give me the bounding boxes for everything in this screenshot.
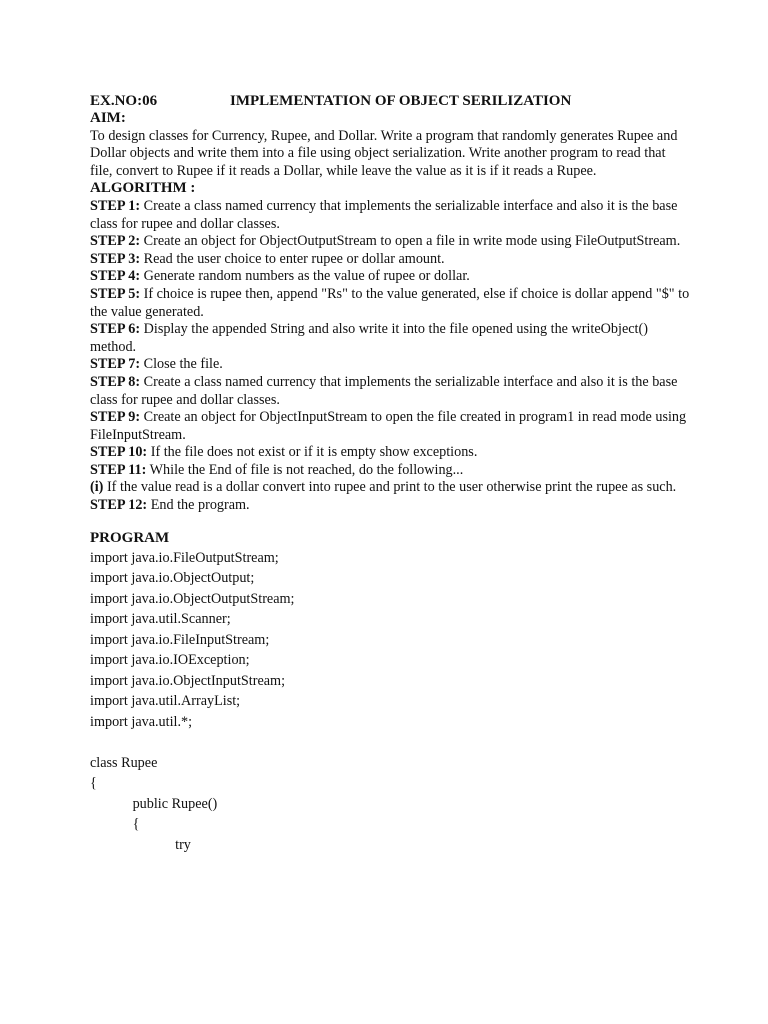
algorithm-step bbox=[90, 444, 690, 462]
step-text: If choice is rupee then, append "Rs" to the value generated, else if choice is dollar append "$" to the value generated. bbox=[90, 285, 690, 320]
step-label: STEP 8: bbox=[90, 373, 141, 390]
algorithm-step bbox=[90, 198, 690, 233]
step-text: Generate random numbers as the value of rupee or dollar. bbox=[140, 268, 470, 285]
step-label: STEP 6: bbox=[90, 321, 141, 338]
document-page bbox=[90, 91, 690, 855]
code-line: class Rupee bbox=[90, 754, 158, 771]
algorithm-step bbox=[90, 462, 690, 480]
step-label: STEP 12: bbox=[90, 497, 148, 514]
step-text: While the End of file is not reached, do the following... bbox=[146, 461, 464, 478]
step-label: STEP 10: bbox=[90, 444, 148, 461]
code-line: public Rupee() bbox=[90, 795, 218, 812]
code-line: try bbox=[90, 836, 191, 853]
exercise-title: IMPLEMENTATION OF OBJECT SERILIZATION bbox=[230, 93, 572, 109]
algorithm-step bbox=[90, 497, 690, 515]
code-line: import java.io.ObjectInputStream; bbox=[90, 672, 286, 689]
step-text: Create an object for ObjectOutputStream to open a file in write mode using FileOutputStream. bbox=[140, 233, 681, 250]
algorithm-heading: ALGORITHM : bbox=[90, 180, 196, 197]
step-text: Create a class named currency that implements the serializable interface and also it is the base class for rupee and dollar classes. bbox=[90, 373, 678, 408]
step-text: If the file does not exist or if it is empty show exceptions. bbox=[147, 444, 478, 461]
step-text: Read the user choice to enter rupee or dollar amount. bbox=[140, 250, 445, 267]
algorithm-step bbox=[90, 268, 690, 286]
algorithm-substep bbox=[90, 479, 690, 497]
code-line: import java.io.IOException; bbox=[90, 652, 250, 669]
step-text: Create a class named currency that implements the serializable interface and also it is the base class for rupee and dollar classes. bbox=[90, 197, 678, 232]
code-line: import java.util.Scanner; bbox=[90, 611, 231, 628]
aim-text: To design classes for Currency, Rupee, and Dollar. Write a program that randomly generates Rupee and Dollar objects and write them into a file using object serialization. Write another program to read that file, convert to Rupee if it reads a Dollar, while leave the value as it is if it reads a Rupee. bbox=[90, 127, 678, 179]
step-text: Close the file. bbox=[140, 356, 223, 373]
exercise-number: EX.NO:06 bbox=[90, 93, 158, 109]
code-line: import java.util.*; bbox=[90, 713, 193, 730]
code-line: import java.io.ObjectOutputStream; bbox=[90, 590, 295, 607]
step-text: Create an object for ObjectInputStream to open the file created in program1 in read mode using FileInputStream. bbox=[90, 409, 687, 443]
step-text: Display the appended String and also write it into the file opened using the writeObject() method. bbox=[90, 321, 648, 355]
aim-heading: AIM: bbox=[90, 110, 126, 126]
program-code bbox=[90, 548, 690, 856]
algorithm-step bbox=[90, 374, 690, 409]
substep-label: (i) bbox=[90, 479, 104, 496]
code-line: import java.util.ArrayList; bbox=[90, 693, 241, 710]
code-line: import java.io.FileInputStream; bbox=[90, 631, 270, 648]
step-label: STEP 4: bbox=[90, 268, 141, 285]
code-line: { bbox=[90, 775, 97, 792]
code-line: import java.io.ObjectOutput; bbox=[90, 570, 255, 587]
algorithm-step bbox=[90, 251, 690, 269]
code-line: { bbox=[90, 816, 140, 833]
algorithm-step bbox=[90, 356, 690, 374]
step-label: STEP 1: bbox=[90, 197, 141, 214]
algorithm-step bbox=[90, 321, 690, 356]
step-text: End the program. bbox=[147, 497, 250, 514]
blank-line bbox=[90, 732, 690, 753]
step-label: STEP 5: bbox=[90, 285, 141, 302]
step-label: STEP 3: bbox=[90, 250, 141, 267]
step-label: STEP 2: bbox=[90, 233, 141, 250]
substep-text: If the value read is a dollar convert into rupee and print to the user otherwise print the rupee as such. bbox=[103, 479, 677, 496]
step-label: STEP 9: bbox=[90, 409, 141, 426]
algorithm-steps bbox=[90, 198, 690, 515]
algorithm-step bbox=[90, 286, 690, 321]
algorithm-step bbox=[90, 409, 690, 444]
code-line: import java.io.FileOutputStream; bbox=[90, 549, 279, 566]
program-heading: PROGRAM bbox=[90, 529, 170, 546]
algorithm-step bbox=[90, 233, 690, 251]
step-label: STEP 7: bbox=[90, 356, 141, 373]
step-label: STEP 11: bbox=[90, 461, 147, 478]
title-row bbox=[90, 91, 690, 110]
